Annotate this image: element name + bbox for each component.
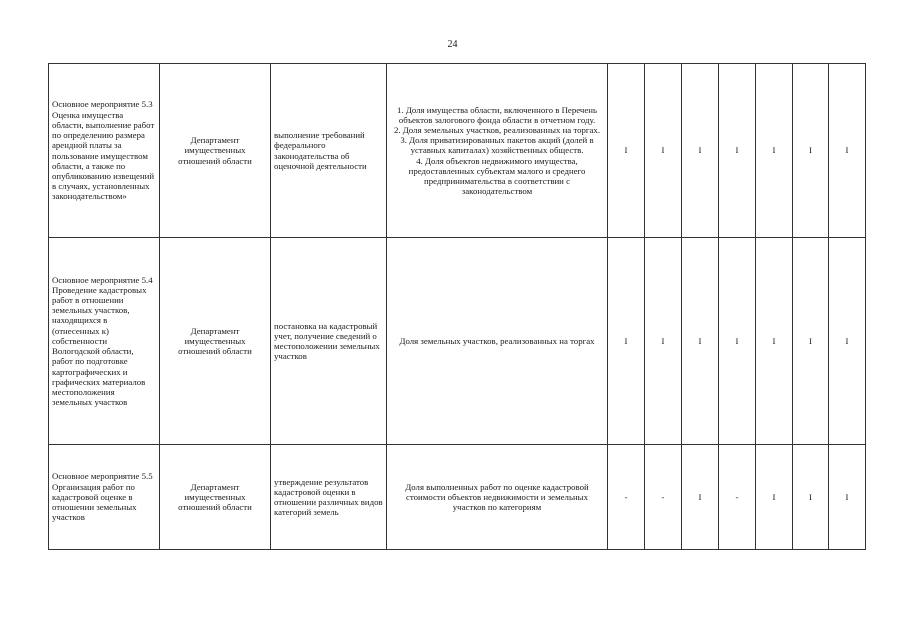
indicator-text: 2. Доля земельных участков, реализованных на торгах.: [393, 124, 601, 135]
activities-table: [48, 63, 866, 550]
executor-cell: Департамент имущественных отношений области: [160, 64, 271, 238]
year-mark-cell: -: [719, 445, 756, 550]
executor-cell: Департамент имущественных отношений области: [160, 445, 271, 550]
year-mark-cell: I: [682, 238, 719, 445]
result-cell: выполнение требований федерального законодательства об оценочной деятельности: [271, 64, 387, 238]
year-mark-cell: -: [608, 445, 645, 550]
year-mark-cell: I: [645, 238, 682, 445]
year-mark-cell: I: [645, 64, 682, 238]
table-row: [49, 238, 866, 445]
year-mark-cell: I: [682, 445, 719, 550]
page-number: 24: [447, 39, 458, 50]
indicator-text: 3. Доля приватизированных пакетов акций (долей в уставных капиталах) хозяйственных обществ.: [400, 135, 594, 156]
indicator-text: Доля выполненных работ по оценке кадастровой стоимости объектов недвижимости и земельных участков по категориям: [405, 481, 589, 513]
activity-name-cell: Основное мероприятие 5.4 Проведение кадастровых работ в отношении земельных участков, находящихся в (отнесенных к) собственности Вологодской области, работ по подготовке картографических и графических материалов местоположения земельных участков: [49, 238, 160, 445]
year-mark-cell: I: [793, 64, 829, 238]
year-mark-cell: I: [793, 238, 829, 445]
year-mark-cell: I: [829, 238, 866, 445]
table-row: [49, 64, 866, 238]
result-cell: постановка на кадастровый учет, получение сведений о местоположении земельных участков: [271, 238, 387, 445]
year-mark-cell: I: [829, 64, 866, 238]
result-cell: утверждение результатов кадастровой оценки в отношении различных видов категорий земель: [271, 445, 387, 550]
year-mark-cell: I: [719, 64, 756, 238]
year-mark-cell: I: [829, 445, 866, 550]
indicators-cell: [387, 238, 608, 445]
year-mark-cell: I: [756, 445, 793, 550]
year-mark-cell: -: [645, 445, 682, 550]
year-mark-cell: I: [719, 238, 756, 445]
indicators-cell: [387, 445, 608, 550]
indicator-text: Доля земельных участков, реализованных на торгах: [399, 335, 595, 346]
year-mark-cell: I: [793, 445, 829, 550]
year-mark-cell: I: [608, 238, 645, 445]
indicators-cell: [387, 64, 608, 238]
year-mark-cell: I: [608, 64, 645, 238]
activity-name-cell: Основное мероприятие 5.5 Организация работ по кадастровой оценке в отношении земельных участков: [49, 445, 160, 550]
indicator-text: 1. Доля имущества области, включенного в Перечень объектов залогового фонда области в отчетном году.: [397, 104, 597, 125]
indicator-text: 4. Доля объектов недвижимого имущества, предоставленных субъектам малого и среднего предпринимательства в соответствии с законодательством: [408, 155, 586, 197]
activity-name-cell: Основное мероприятие 5.3 Оценка имущества области, выполнение работ по определению размера арендной платы за пользование имуществом области, а также по опубликованию извещений в случаях, установленных законодательством»: [49, 64, 160, 238]
year-mark-cell: I: [756, 64, 793, 238]
executor-cell: Департамент имущественных отношений области: [160, 238, 271, 445]
year-mark-cell: I: [756, 238, 793, 445]
year-mark-cell: I: [682, 64, 719, 238]
table-row: [49, 445, 866, 550]
